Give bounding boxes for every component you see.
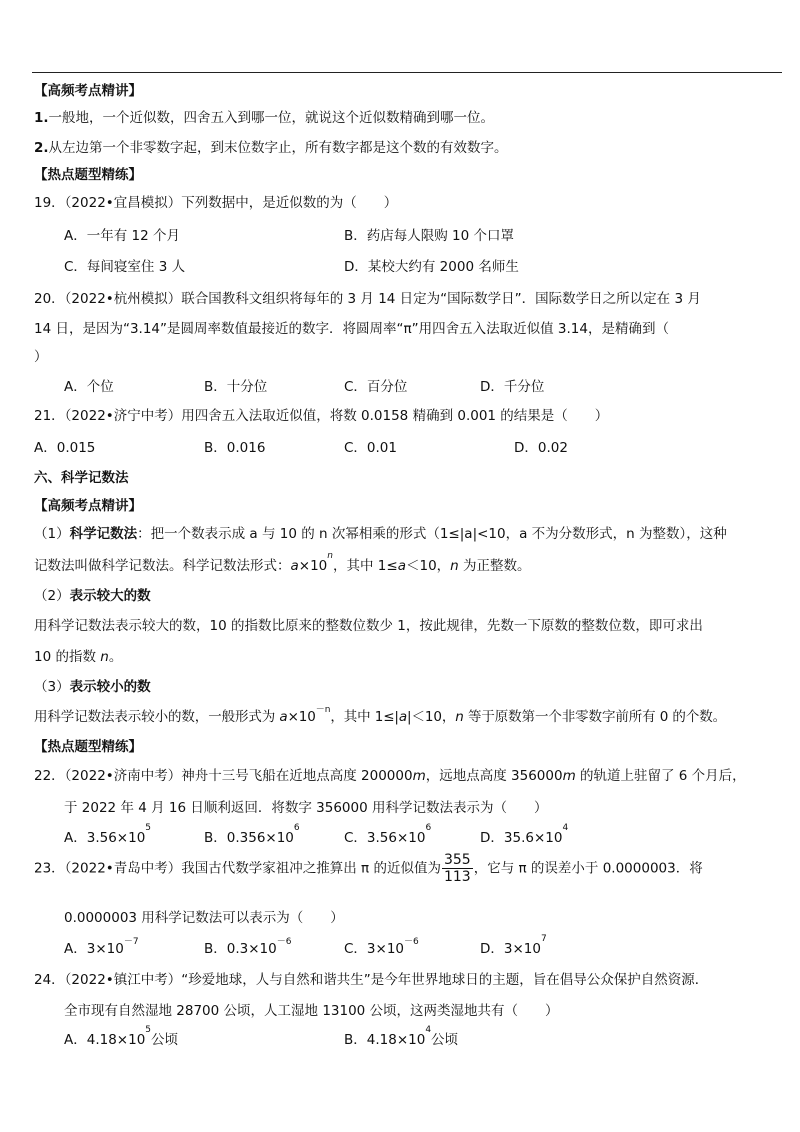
question-20-line1: 20．（2022•杭州模拟）联合国教科文组织将每年的 3 月 14 日定为“国际数学日”．国际数学日之所以定在 3 月 <box>34 291 701 307</box>
item-3-line1: 用科学记数法表示较小的数，一般形式为 $a\times 10^{-n}$，其中 1≤|a|＜10，n 等于原数第一个非零数字前所有 0 的个数。 <box>34 705 727 725</box>
practice-heading-2: 【热点题型精练】 <box>34 739 142 755</box>
q22-option-c: C．$3.56\times 10^6$ <box>344 823 432 846</box>
item-2-line1: 用科学记数法表示较大的数，10 的指数比原来的整数位数少 1，按此规律，先数一下原数的整数位数，即可求出 <box>34 618 703 634</box>
q23-option-d: D．$3\times 10^7$ <box>480 934 547 957</box>
question-23-line2: 0.0000003 用科学记数法可以表示为（ ） <box>64 910 344 926</box>
item-3-heading: （3）表示较小的数 <box>34 679 151 695</box>
q20-option-d: D．千分位 <box>480 379 545 395</box>
q23-option-c: C．$3\times 10^{-6}$ <box>344 937 419 957</box>
q22-option-d: D．$35.6\times 10^4$ <box>480 823 569 846</box>
question-21: 21．（2022•济宁中考）用四舍五入法取近似值，将数 0.0158 精确到 0.001 的结果是（ ） <box>34 408 609 424</box>
top-rule <box>32 72 782 73</box>
question-19: 19．（2022•宜昌模拟）下列数据中，是近似数的为（ ） <box>34 195 398 211</box>
item-2-heading: （2）表示较大的数 <box>34 588 151 604</box>
item-1-line2: 记数法叫做科学记数法。科学记数法形式：$a\times 10^n$，其中 1≤a＜10，n 为正整数。 <box>34 551 531 574</box>
q20-option-b: B．十分位 <box>204 379 268 395</box>
q24-option-b: B．$4.18\times 10^4$公顷 <box>344 1025 459 1048</box>
q20-option-a: A．个位 <box>64 379 114 395</box>
question-24-line1: 24．（2022•镇江中考）“珍爱地球，人与自然和谐共生”是今年世界地球日的主题，旨在倡导公众保护自然资源． <box>34 972 709 988</box>
question-22-line1: 22．（2022•济南中考）神舟十三号飞船在近地点高度 200000m，远地点高度 356000m 的轨道上驻留了 6 个月后， <box>34 768 746 784</box>
q21-option-d: D．0.02 <box>514 440 568 456</box>
q19-option-b: B．药店每人限购 10 个口罩 <box>344 228 515 244</box>
question-24-line2: 全市现有自然湿地 28700 公顷，人工湿地 13100 公顷，这两类湿地共有（ ） <box>64 1003 559 1019</box>
q22-option-a: A．$3.56\times 10^5$ <box>64 823 152 846</box>
q24-option-a: A．$4.18\times 10^5$公顷 <box>64 1025 179 1048</box>
q20-option-c: C．百分位 <box>344 379 408 395</box>
q23-option-b: B．$0.3\times 10^{-6}$ <box>204 937 292 957</box>
section-6-heading: 【高频考点精讲】 <box>34 498 142 514</box>
question-22-line2: 于 2022 年 4 月 16 日顺利返回．将数字 356000 用科学记数法表示为（ ） <box>64 800 548 816</box>
item-1-line1: （1）科学记数法：把一个数表示成 a 与 10 的 n 次幂相乘的形式（1≤|a|<10，a 不为分数形式，n 为整数），这种 <box>34 526 727 542</box>
q21-option-c: C．0.01 <box>344 440 397 456</box>
point-1: 1.一般地，一个近似数，四舍五入到哪一位，就说这个近似数精确到哪一位。 <box>34 110 495 126</box>
q21-option-a: A．0.015 <box>34 440 96 456</box>
fraction-355-113: $\frac{355}{113}$ <box>443 852 471 885</box>
q22-option-b: B．$0.356\times 10^6$ <box>204 823 300 846</box>
section-6-title: 六、科学记数法 <box>34 470 129 486</box>
question-20-line3: ） <box>34 349 48 365</box>
q19-option-d: D．某校大约有 2000 名师生 <box>344 259 519 275</box>
question-23-line1: 23．（2022•青岛中考）我国古代数学家祖冲之推算出 π 的近似值为 $\frac{355}{113}$ ，它与 π 的误差小于 0.0000003．将 <box>34 852 703 885</box>
q19-option-c: C．每间寝室住 3 人 <box>64 259 186 275</box>
q19-option-a: A．一年有 12 个月 <box>64 228 180 244</box>
item-2-line2: 10 的指数 n。 <box>34 649 123 665</box>
q23-option-a: A．$3\times 10^{-7}$ <box>64 937 139 957</box>
q21-option-b: B．0.016 <box>204 440 266 456</box>
question-20-line2: 14 日，是因为“3.14”是圆周率数值最接近的数字．将圆周率“π”用四舍五入法取近似值 3.14，是精确到（ <box>34 321 669 337</box>
section-heading: 【高频考点精讲】 <box>34 83 142 99</box>
practice-heading: 【热点题型精练】 <box>34 167 142 183</box>
point-2: 2.从左边第一个非零数字起，到末位数字止，所有数字都是这个数的有效数字。 <box>34 140 508 156</box>
